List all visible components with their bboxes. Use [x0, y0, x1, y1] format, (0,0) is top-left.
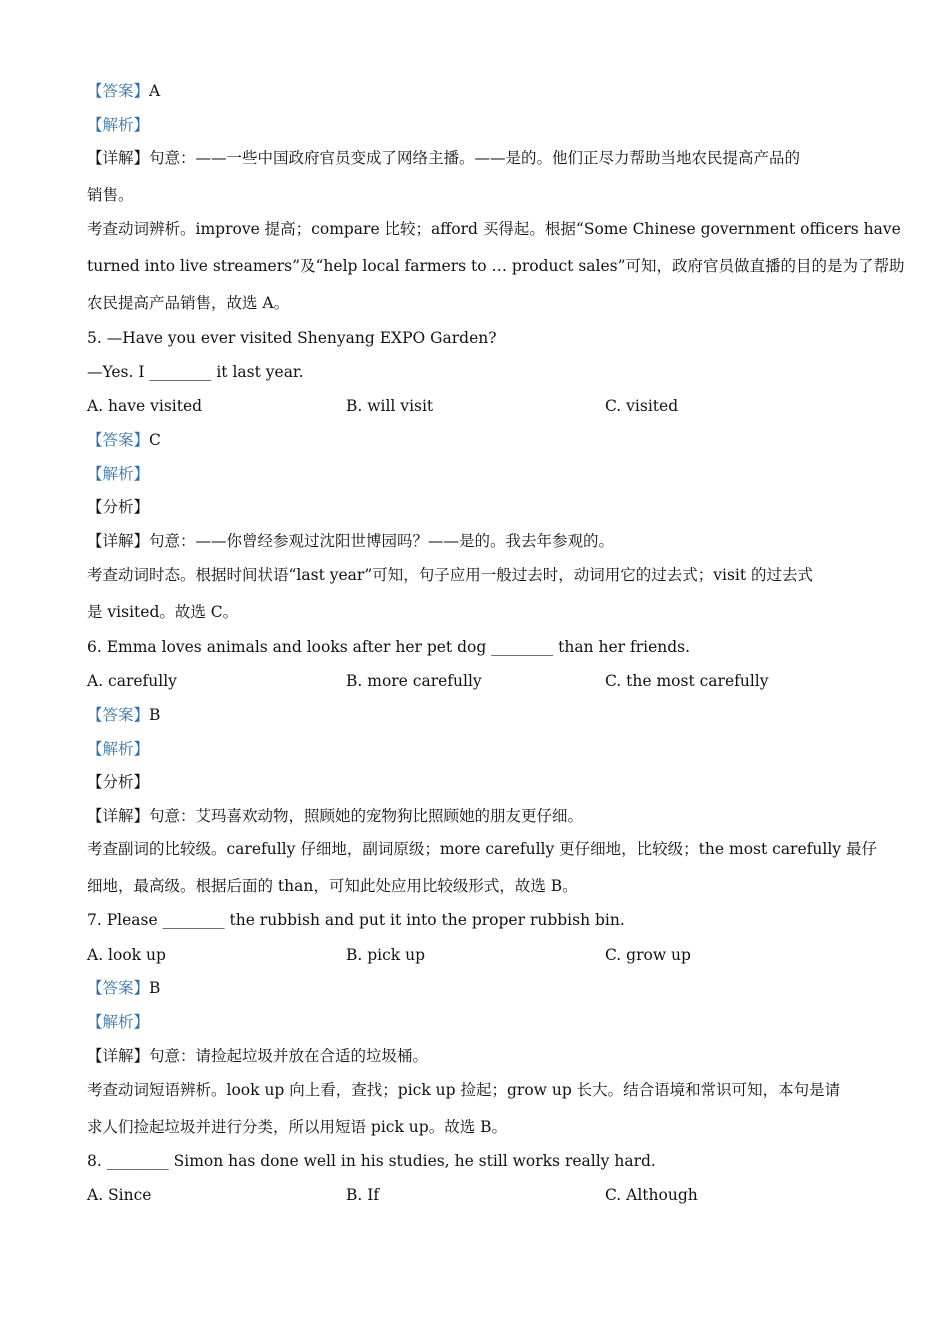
option-a: A. carefully	[87, 672, 177, 690]
detail-tag: 【详解】	[87, 1047, 150, 1065]
explanation-line: 是 visited。故选 C。	[87, 603, 239, 621]
analysis-tag: 【解析】	[87, 1013, 150, 1031]
answer-tag: 【答案】	[87, 82, 150, 100]
option-a: A. Since	[87, 1186, 152, 1204]
option-b: B. If	[346, 1186, 380, 1204]
option-c: C. visited	[605, 397, 679, 415]
explanation-line: 考查副词的比较级。carefully 仔细地，副词原级；more carefully 更仔细地，比较级；the most carefully 最仔	[87, 840, 877, 858]
answer-value: C	[149, 431, 161, 449]
answer-tag: 【答案】	[87, 431, 150, 449]
question-stem: 5. —Have you ever visited Shenyang EXPO Garden?	[87, 329, 497, 347]
analysis-tag: 【解析】	[87, 465, 150, 483]
detail-text: 句意：——你曾经参观过沈阳世博园吗？——是的。我去年参观的。	[149, 532, 615, 550]
explanation-line: 农民提高产品销售，故选 A。	[87, 294, 290, 312]
answer-line	[87, 978, 160, 998]
question-stem: 6. Emma loves animals and looks after her pet dog ________ than her friends.	[87, 638, 691, 656]
answer-line	[87, 705, 160, 725]
option-b: B. more carefully	[346, 672, 482, 690]
detail-line	[87, 148, 800, 168]
detail-tag: 【详解】	[87, 807, 150, 825]
explanation-line: 求人们捡起垃圾并进行分类，所以用短语 pick up。故选 B。	[87, 1118, 508, 1136]
option-c: C. Although	[605, 1186, 698, 1204]
answer-line	[87, 81, 160, 101]
detail-text: 句意：请捡起垃圾并放在合适的垃圾桶。	[149, 1047, 429, 1065]
detail-line	[87, 1046, 428, 1066]
option-c: C. the most carefully	[605, 672, 769, 690]
question-stem: 7. Please ________ the rubbish and put it into the proper rubbish bin.	[87, 911, 625, 929]
answer-line	[87, 430, 161, 450]
option-c: C. grow up	[605, 946, 691, 964]
answer-tag: 【答案】	[87, 979, 150, 997]
detail-text: 句意：——一些中国政府官员变成了网络主播。——是的。他们正尽力帮助当地农民提高产品的	[149, 149, 801, 167]
answer-value: B	[149, 706, 161, 724]
option-b: B. pick up	[346, 946, 426, 964]
explanation-line: 考查动词时态。根据时间状语“last year”可知，句子应用一般过去时，动词用它的过去式；visit 的过去式	[87, 566, 814, 584]
detail-tag: 【详解】	[87, 149, 150, 167]
fenxi-tag: 【分析】	[87, 498, 150, 516]
detail-text-cont: 销售。	[87, 186, 134, 204]
detail-line	[87, 531, 614, 551]
detail-line	[87, 806, 583, 826]
analysis-tag: 【解析】	[87, 740, 150, 758]
detail-tag: 【详解】	[87, 532, 150, 550]
option-b: B. will visit	[346, 397, 434, 415]
explanation-line: 考查动词辨析。improve 提高；compare 比较；afford 买得起。根据“Some Chinese government officers have	[87, 220, 901, 238]
detail-text: 句意：艾玛喜欢动物，照顾她的宠物狗比照顾她的朋友更仔细。	[149, 807, 584, 825]
explanation-line: 考查动词短语辨析。look up 向上看，查找；pick up 捡起；grow up 长大。结合语境和常识可知，本句是请	[87, 1081, 841, 1099]
explanation-line: 细地，最高级。根据后面的 than，可知此处应用比较级形式，故选 B。	[87, 877, 578, 895]
answer-value: B	[149, 979, 161, 997]
answer-tag: 【答案】	[87, 706, 150, 724]
answer-value: A	[149, 82, 161, 100]
question-stem: —Yes. I ________ it last year.	[87, 363, 304, 381]
explanation-line: turned into live streamers”及“help local farmers to … product sales”可知，政府官员做直播的目的是为了帮助	[87, 257, 905, 275]
question-stem: 8. ________ Simon has done well in his studies, he still works really hard.	[87, 1152, 656, 1170]
option-a: A. have visited	[87, 397, 203, 415]
option-a: A. look up	[87, 946, 166, 964]
analysis-tag: 【解析】	[87, 116, 150, 134]
fenxi-tag: 【分析】	[87, 773, 150, 791]
